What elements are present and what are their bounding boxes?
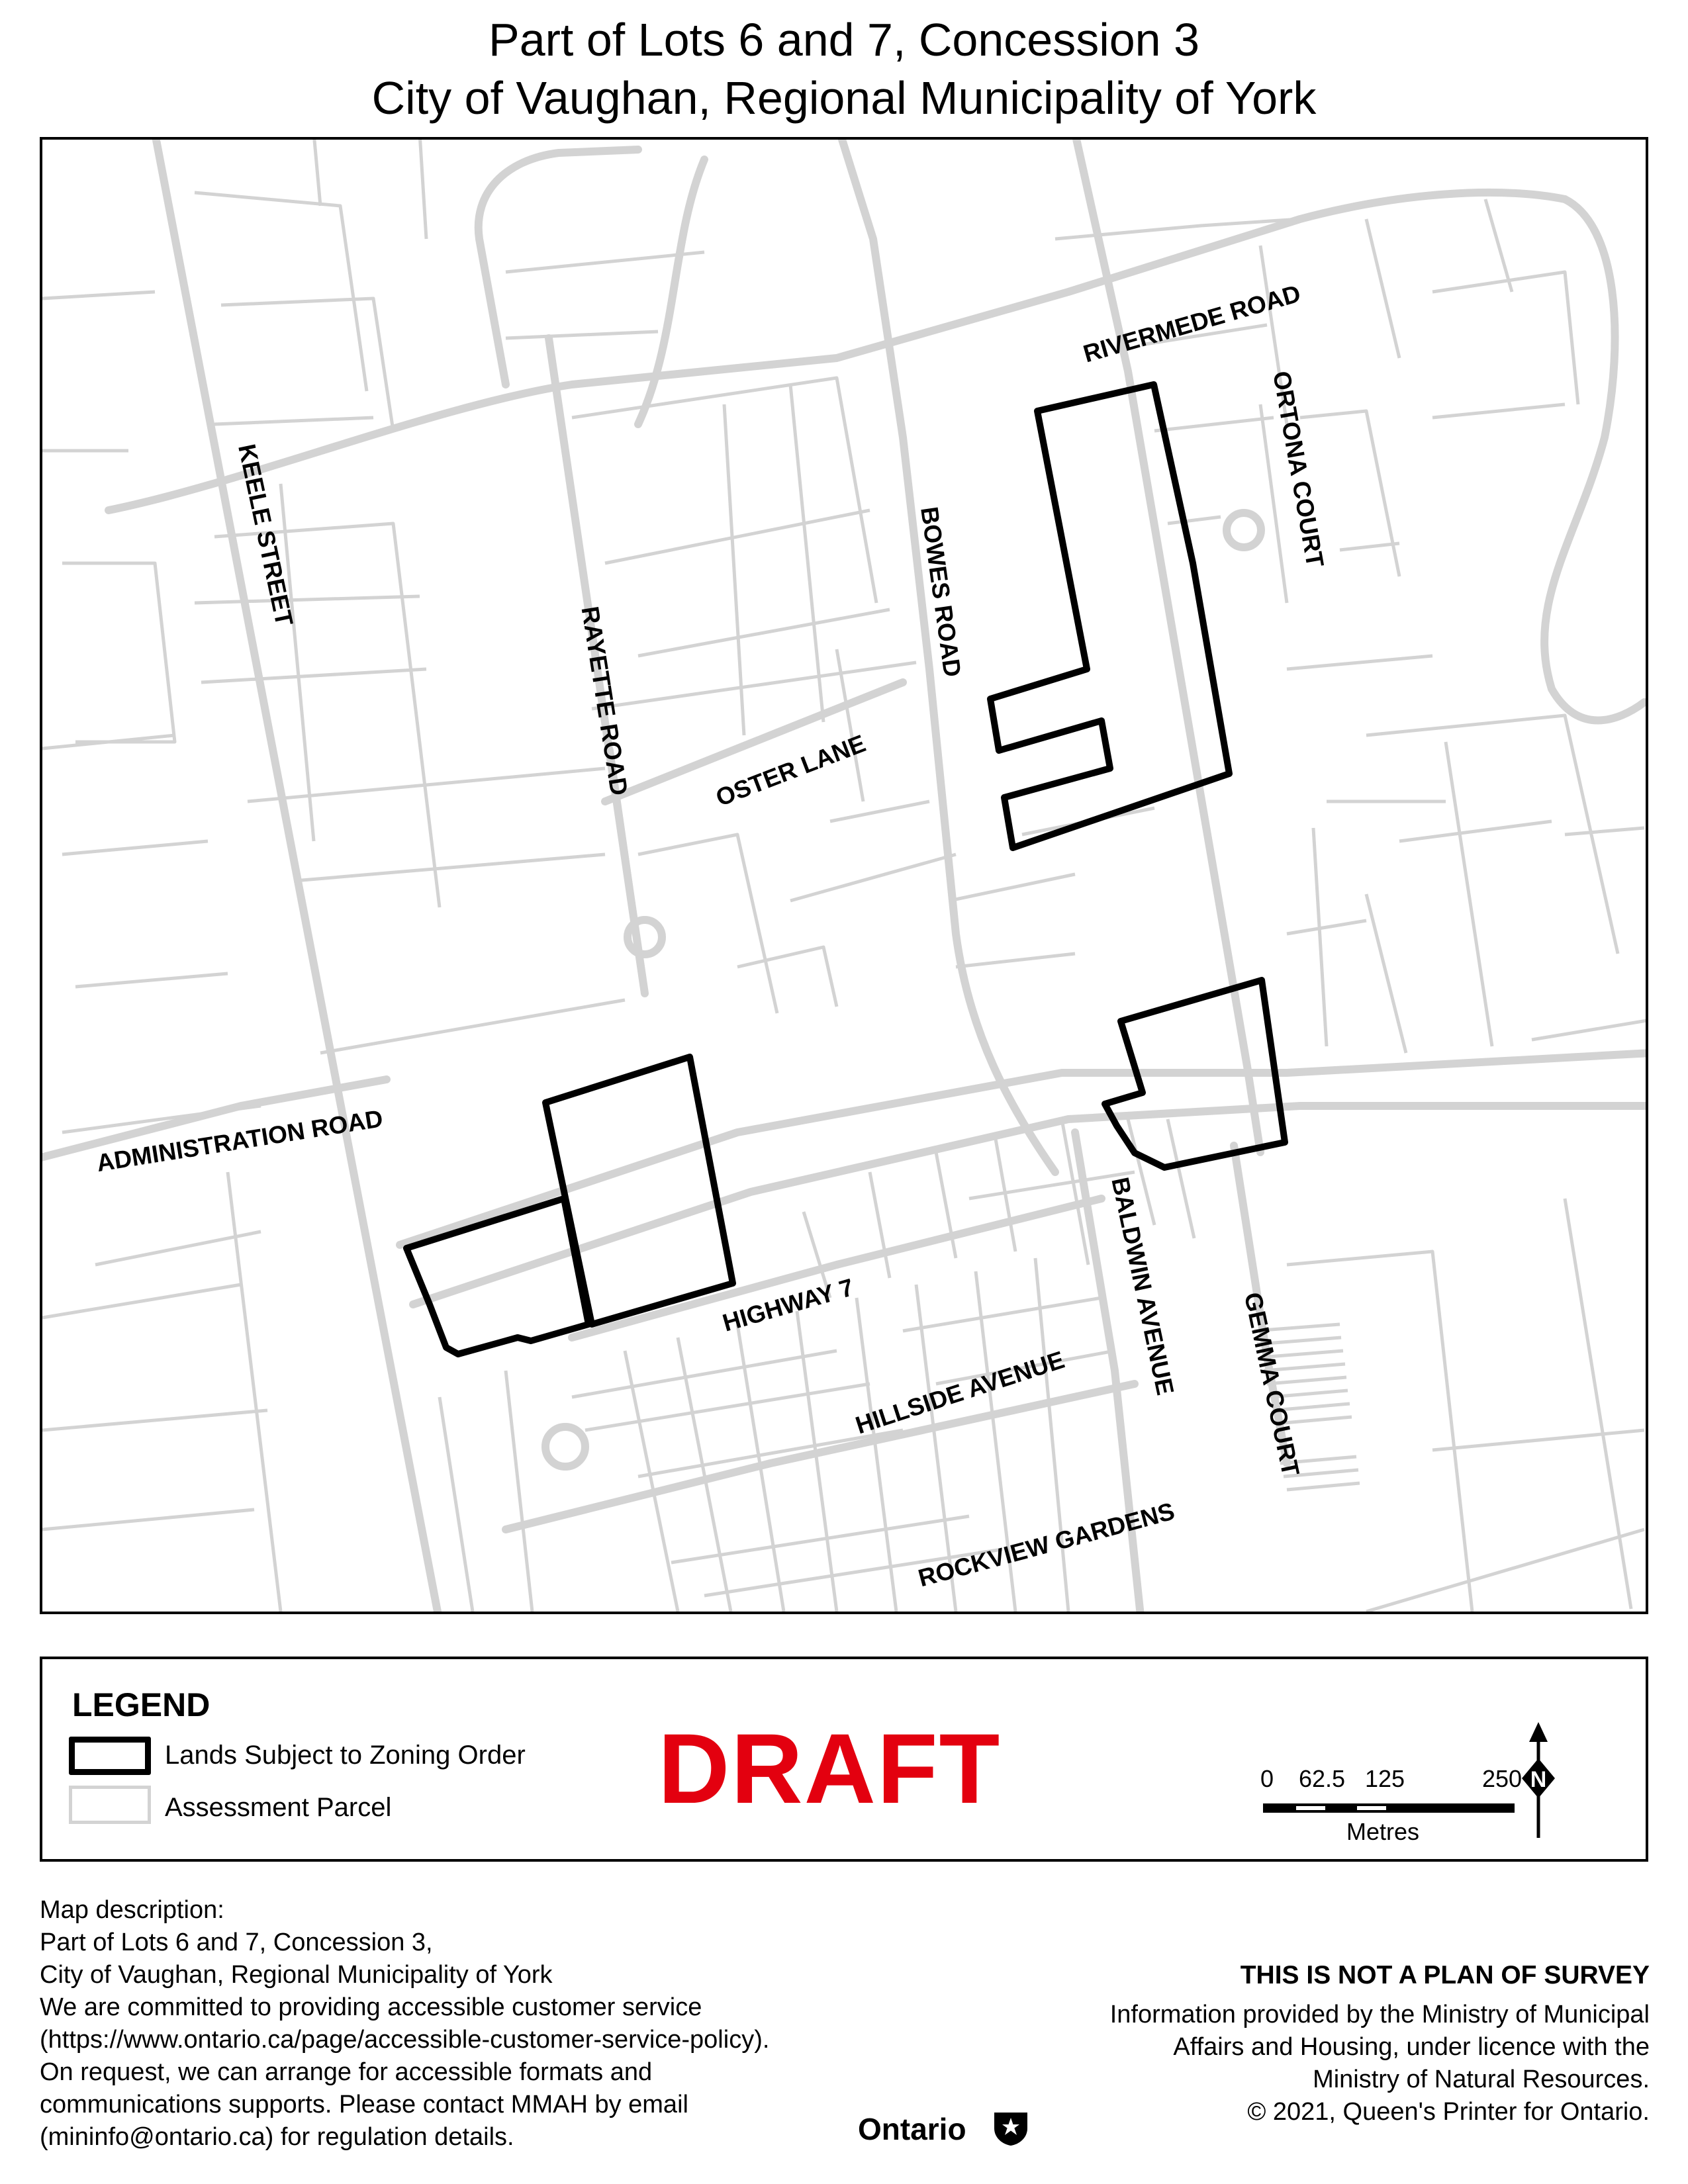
legend-swatch-assessment-parcel — [69, 1786, 151, 1824]
parcel-lines-middle — [506, 219, 1446, 1013]
map-canvas[interactable] — [42, 140, 1646, 1612]
road-ortona-court — [1075, 140, 1260, 1152]
scale-tick-0: 0 — [1260, 1765, 1274, 1792]
desc-line: Map description: — [40, 1896, 224, 1924]
not-plan-of-survey-notice: THIS IS NOT A PLAN OF SURVEY — [1240, 1961, 1650, 1989]
scale-bar-graphic — [1263, 1803, 1515, 1814]
label-bowes-road: BOWES ROAD — [915, 505, 966, 679]
label-rivermede-road: RIVERMEDE ROAD — [1080, 279, 1304, 368]
label-rayette-road: RAYETTE ROAD — [576, 604, 633, 797]
map-title-line-2: City of Vaughan, Regional Municipality of York — [371, 72, 1317, 124]
road-north-connector — [638, 159, 704, 424]
road-network — [42, 140, 1646, 1612]
scale-tick-125: 125 — [1365, 1765, 1405, 1792]
road-rivermede-road — [109, 193, 1565, 510]
desc-line: Part of Lots 6 and 7, Concession 3, — [40, 1929, 433, 1956]
info-line: Affairs and Housing, under licence with the — [1173, 2033, 1650, 2061]
legend-title: LEGEND — [72, 1686, 211, 1723]
label-ortona-court: ORTONA COURT — [1268, 369, 1329, 570]
map-frame[interactable] — [40, 137, 1648, 1614]
legend-swatch-zoning-order — [69, 1737, 151, 1775]
label-keele-street: KEELE STREET — [233, 441, 299, 629]
label-hillside-avenue: HILLSIDE AVENUE — [852, 1345, 1068, 1439]
desc-line: On request, we can arrange for accessible formats and — [40, 2058, 653, 2086]
label-oster-lane: OSTER LANE — [712, 729, 870, 812]
label-administration-road: ADMINISTRATION ROAD — [94, 1105, 385, 1177]
scale-tick-250: 250 — [1482, 1765, 1523, 1792]
scale-unit: Metres — [1346, 1818, 1420, 1845]
road-east-loop — [1544, 199, 1644, 721]
info-line: Ministry of Natural Resources. — [1313, 2066, 1650, 2093]
road-south-cul-de-sac — [545, 1427, 585, 1467]
north-arrow-icon — [1519, 1722, 1558, 1841]
parcel-lines-east — [1287, 199, 1646, 1612]
road-ortona-cul-de-sac — [1227, 513, 1261, 547]
scale-tick-62-5: 62.5 — [1299, 1765, 1346, 1792]
draft-watermark: DRAFT — [658, 1713, 1002, 1824]
legend-panel — [40, 1657, 1648, 1862]
label-rockview-gardens: ROCKVIEW GARDENS — [915, 1497, 1178, 1592]
data-source-credit — [988, 1999, 1650, 2128]
road-keele-street — [155, 140, 440, 1612]
trillium-icon — [990, 2106, 1031, 2147]
road-rockview-gardens — [506, 1384, 1135, 1529]
legend-label-assessment-parcel: Assessment Parcel — [165, 1793, 392, 1822]
label-highway-7: HIGHWAY 7 — [720, 1273, 857, 1337]
north-label: N — [1530, 1767, 1547, 1792]
label-baldwin-avenue: BALDWIN AVENUE — [1106, 1175, 1180, 1398]
ontario-wordmark: Ontario — [858, 2112, 966, 2146]
zoning-parcel-northeast[interactable] — [990, 385, 1229, 848]
desc-line: We are committed to providing accessible customer service — [40, 1993, 702, 2021]
road-hillside-avenue — [572, 1199, 1102, 1338]
desc-line: communications supports. Please contact MMAH by email — [40, 2091, 688, 2118]
desc-line: (https://www.ontario.ca/page/accessible-customer-service-policy). — [40, 2026, 770, 2054]
assessment-parcels — [42, 140, 1646, 1612]
parcel-lines-north — [42, 140, 625, 1265]
map-description — [40, 1894, 1000, 2154]
info-line: © 2021, Queen's Printer for Ontario. — [1247, 2098, 1650, 2126]
desc-line: City of Vaughan, Regional Municipality of York — [40, 1961, 553, 1989]
desc-line: (mininfo@ontario.ca) for regulation details. — [40, 2123, 514, 2151]
label-gemma-court: GEMMA COURT — [1239, 1290, 1305, 1479]
legend-label-zoning-order: Lands Subject to Zoning Order — [165, 1741, 526, 1770]
map-title-line-1: Part of Lots 6 and 7, Concession 3 — [489, 14, 1199, 66]
info-line: Information provided by the Ministry of Municipal — [1109, 2001, 1650, 2028]
